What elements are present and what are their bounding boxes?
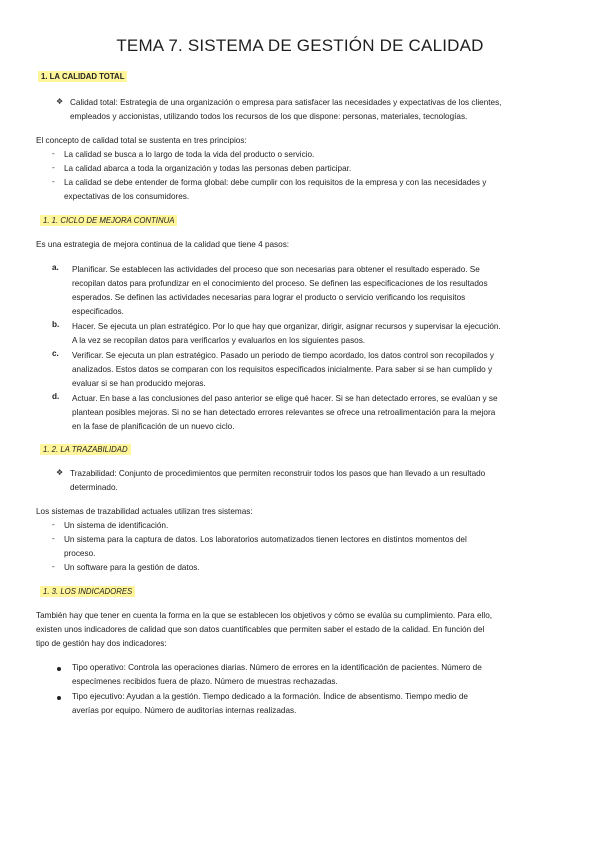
step-line: Verificar. Se ejecuta un plan estratégico. Pasado un periodo de tiempo acordado, los datos control son recopilados y xyxy=(72,351,494,360)
definition-line: Calidad total: Estrategia de una organización o empresa para satisfacer las necesidades y expectativas de los clientes, xyxy=(70,98,502,107)
diamond-bullet-icon: ❖ xyxy=(56,97,64,106)
section-heading-ciclo-mejora: 1. 1. CICLO DE MEJORA CONTINUA xyxy=(40,214,177,229)
step-letter: b. xyxy=(52,320,60,329)
paragraph-line: tipo de gestión hay dos indicadores: xyxy=(36,639,167,648)
step-line: A la vez se recopilan datos para verificarlos y evaluarlos en los siguientes pasos. xyxy=(72,336,366,345)
definition-line: determinado. xyxy=(70,483,118,492)
list-item: La calidad se busca a lo largo de toda la vida del producto o servicio. xyxy=(64,150,315,159)
step-line: esperados. Se definen las actividades necesarias para lograr el producto o servicio verificando los requisitos xyxy=(72,293,466,302)
step-letter: c. xyxy=(52,349,59,358)
step-line: recopilan datos para profundizar en el conocimiento del proceso. Se definen las especificaciones de los resultados xyxy=(72,279,488,288)
page-title: TEMA 7. SISTEMA DE GESTIÓN DE CALIDAD xyxy=(116,36,484,55)
dash-bullet-icon: - xyxy=(52,177,55,186)
section-heading-calidad-total: 1. LA CALIDAD TOTAL xyxy=(38,70,127,85)
dash-bullet-icon: - xyxy=(52,562,55,571)
section-heading-indicadores: 1. 3. LOS INDICADORES xyxy=(40,585,135,600)
definition-line: Trazabilidad: Conjunto de procedimientos que permiten reconstruir todos los pasos que han llevado a un resultado xyxy=(70,469,486,478)
paragraph: Los sistemas de trazabilidad actuales utilizan tres sistemas: xyxy=(36,507,253,516)
list-item-cont: proceso. xyxy=(64,549,96,558)
list-item: Un sistema de identificación. xyxy=(64,521,169,530)
step-line: plantean posibles mejoras. Si no se han detectado errores relevantes se ofrece una retroalimentación para la mejora xyxy=(72,408,496,417)
step-line: Hacer. Se ejecuta un plan estratégico. Por lo que hay que organizar, dirigir, asignar recursos y supervisar la ejecución. xyxy=(72,322,501,331)
dash-bullet-icon: - xyxy=(52,163,55,172)
dash-bullet-icon: - xyxy=(52,520,55,529)
step-line: en la fase de planificación de un nuevo ciclo. xyxy=(72,422,235,431)
step-letter: d. xyxy=(52,392,60,401)
paragraph-line: También hay que tener en cuenta la forma en la que se establecen los objetivos y cómo se evalúa su cumplimiento. Para ello, xyxy=(36,611,493,620)
dash-bullet-icon: - xyxy=(52,534,55,543)
step-letter: a. xyxy=(52,263,59,272)
list-item: La calidad se debe entender de forma global: debe cumplir con los requisitos de la empresa y con las necesidades y xyxy=(64,178,487,187)
indicator-line: Tipo operativo: Controla las operaciones diarias. Número de errores en la identificación de pacientes. Número de xyxy=(72,663,482,672)
bullet-dot-icon xyxy=(57,696,61,700)
paragraph: Es una estrategia de mejora continua de la calidad que tiene 4 pasos: xyxy=(36,240,290,249)
step-line: Planificar. Se establecen las actividades del proceso que son necesarias para obtener el resultado esperado. Se xyxy=(72,265,480,274)
step-line: Actuar. En base a las conclusiones del paso anterior se elige qué hacer. Si se han detectado errores, se evalúan y se xyxy=(72,394,498,403)
dash-bullet-icon: - xyxy=(52,149,55,158)
list-item: Un sistema para la captura de datos. Los laboratorios automatizados tienen lectores en distintos momentos del xyxy=(64,535,467,544)
definition-line: empleados y accionistas, utilizando todos los recursos de los que dispone: personas, materiales, tecnologías. xyxy=(70,112,468,121)
list-item: La calidad abarca a toda la organización y todas las personas deben participar. xyxy=(64,164,352,173)
step-line: evaluar si se han producido mejoras. xyxy=(72,379,206,388)
indicator-line: especímenes recibidos fuera de plazo. Número de muestras rechazadas. xyxy=(72,677,338,686)
bullet-dot-icon xyxy=(57,667,61,671)
paragraph-line: existen unos indicadores de calidad que son datos cuantificables que permiten saber el estado de la calidad. En función del xyxy=(36,625,485,634)
indicator-line: averías por equipo. Número de auditorías internas realizadas. xyxy=(72,706,297,715)
indicator-line: Tipo ejecutivo: Ayudan a la gestión. Tiempo dedicado a la formación. Índice de absentismo. Tiempo medio de xyxy=(72,692,468,701)
paragraph: El concepto de calidad total se sustenta en tres principios: xyxy=(36,136,247,145)
step-line: analizados. Estos datos se comparan con los requisitos especificados inicialmente. Para saber si se han cumplido y xyxy=(72,365,493,374)
section-heading-trazabilidad: 1. 2. LA TRAZABILIDAD xyxy=(40,443,131,458)
list-item-cont: expectativas de los consumidores. xyxy=(64,192,190,201)
step-line: especificados. xyxy=(72,307,124,316)
diamond-bullet-icon: ❖ xyxy=(56,468,64,477)
list-item: Un software para la gestión de datos. xyxy=(64,563,200,572)
